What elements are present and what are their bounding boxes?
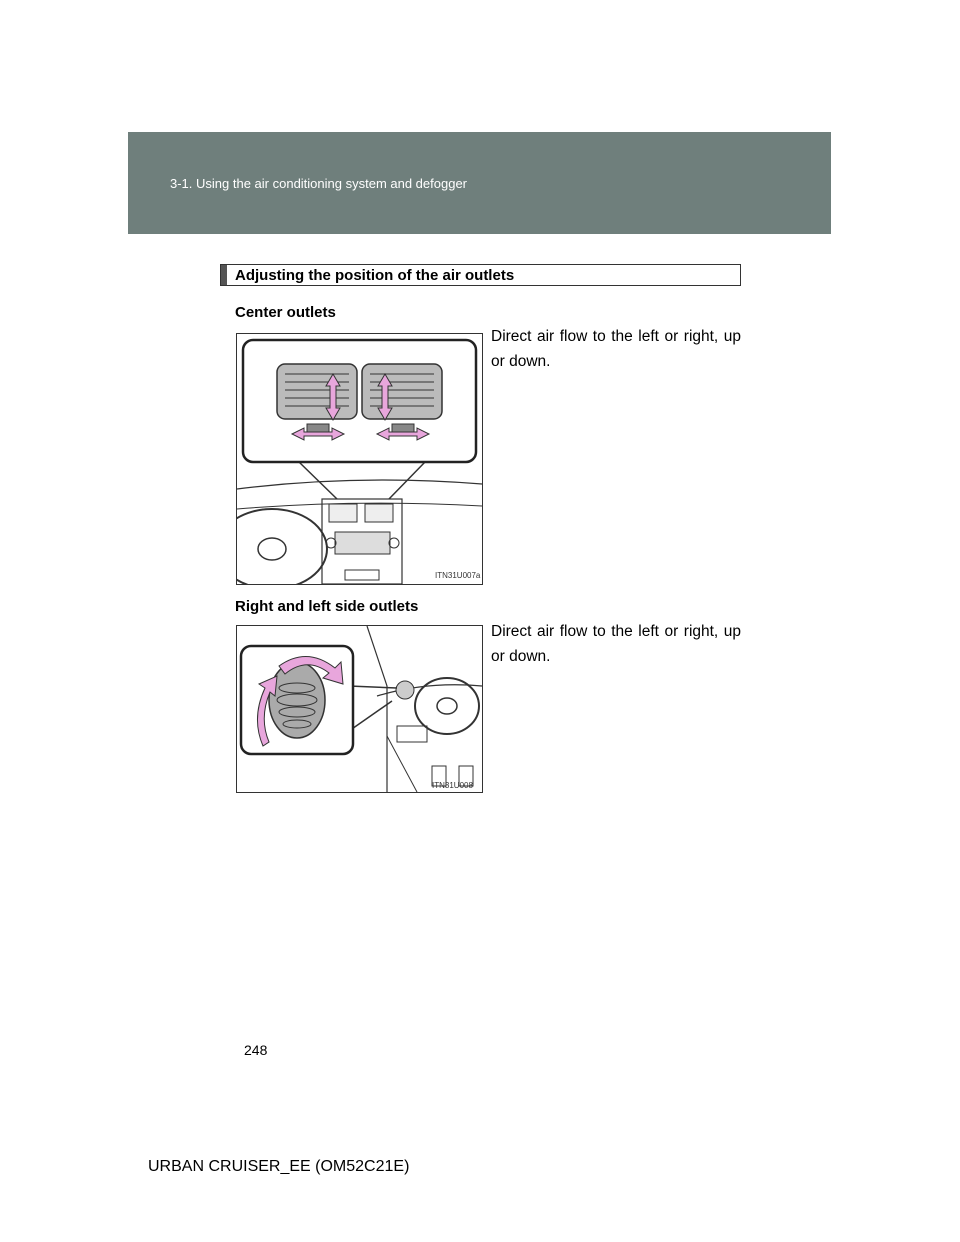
footer-model: URBAN CRUISER_EE (OM52C21E) bbox=[148, 1158, 410, 1175]
side-outlets-figure bbox=[236, 625, 483, 793]
page-number: 248 bbox=[244, 1042, 268, 1058]
section-title-marker bbox=[221, 265, 227, 285]
center-outlets-heading: Center outlets bbox=[235, 304, 336, 321]
center-outlets-figure bbox=[236, 333, 483, 585]
side-outlets-heading: Right and left side outlets bbox=[235, 598, 419, 615]
section-title: Adjusting the position of the air outlets bbox=[235, 267, 515, 284]
side-outlets-illustration bbox=[237, 626, 482, 792]
center-outlets-text: Direct air flow to the left or right, up or down. bbox=[491, 328, 741, 370]
section-title-box bbox=[220, 264, 741, 286]
side-outlets-text: Direct air flow to the left or right, up or down. bbox=[491, 623, 741, 665]
side-figure-code: ITN31U008 bbox=[432, 781, 473, 790]
section-breadcrumb: 3-1. Using the air conditioning system and defogger bbox=[170, 176, 468, 191]
center-outlets-illustration bbox=[237, 334, 482, 584]
center-figure-code: ITN31U007a bbox=[435, 571, 481, 580]
